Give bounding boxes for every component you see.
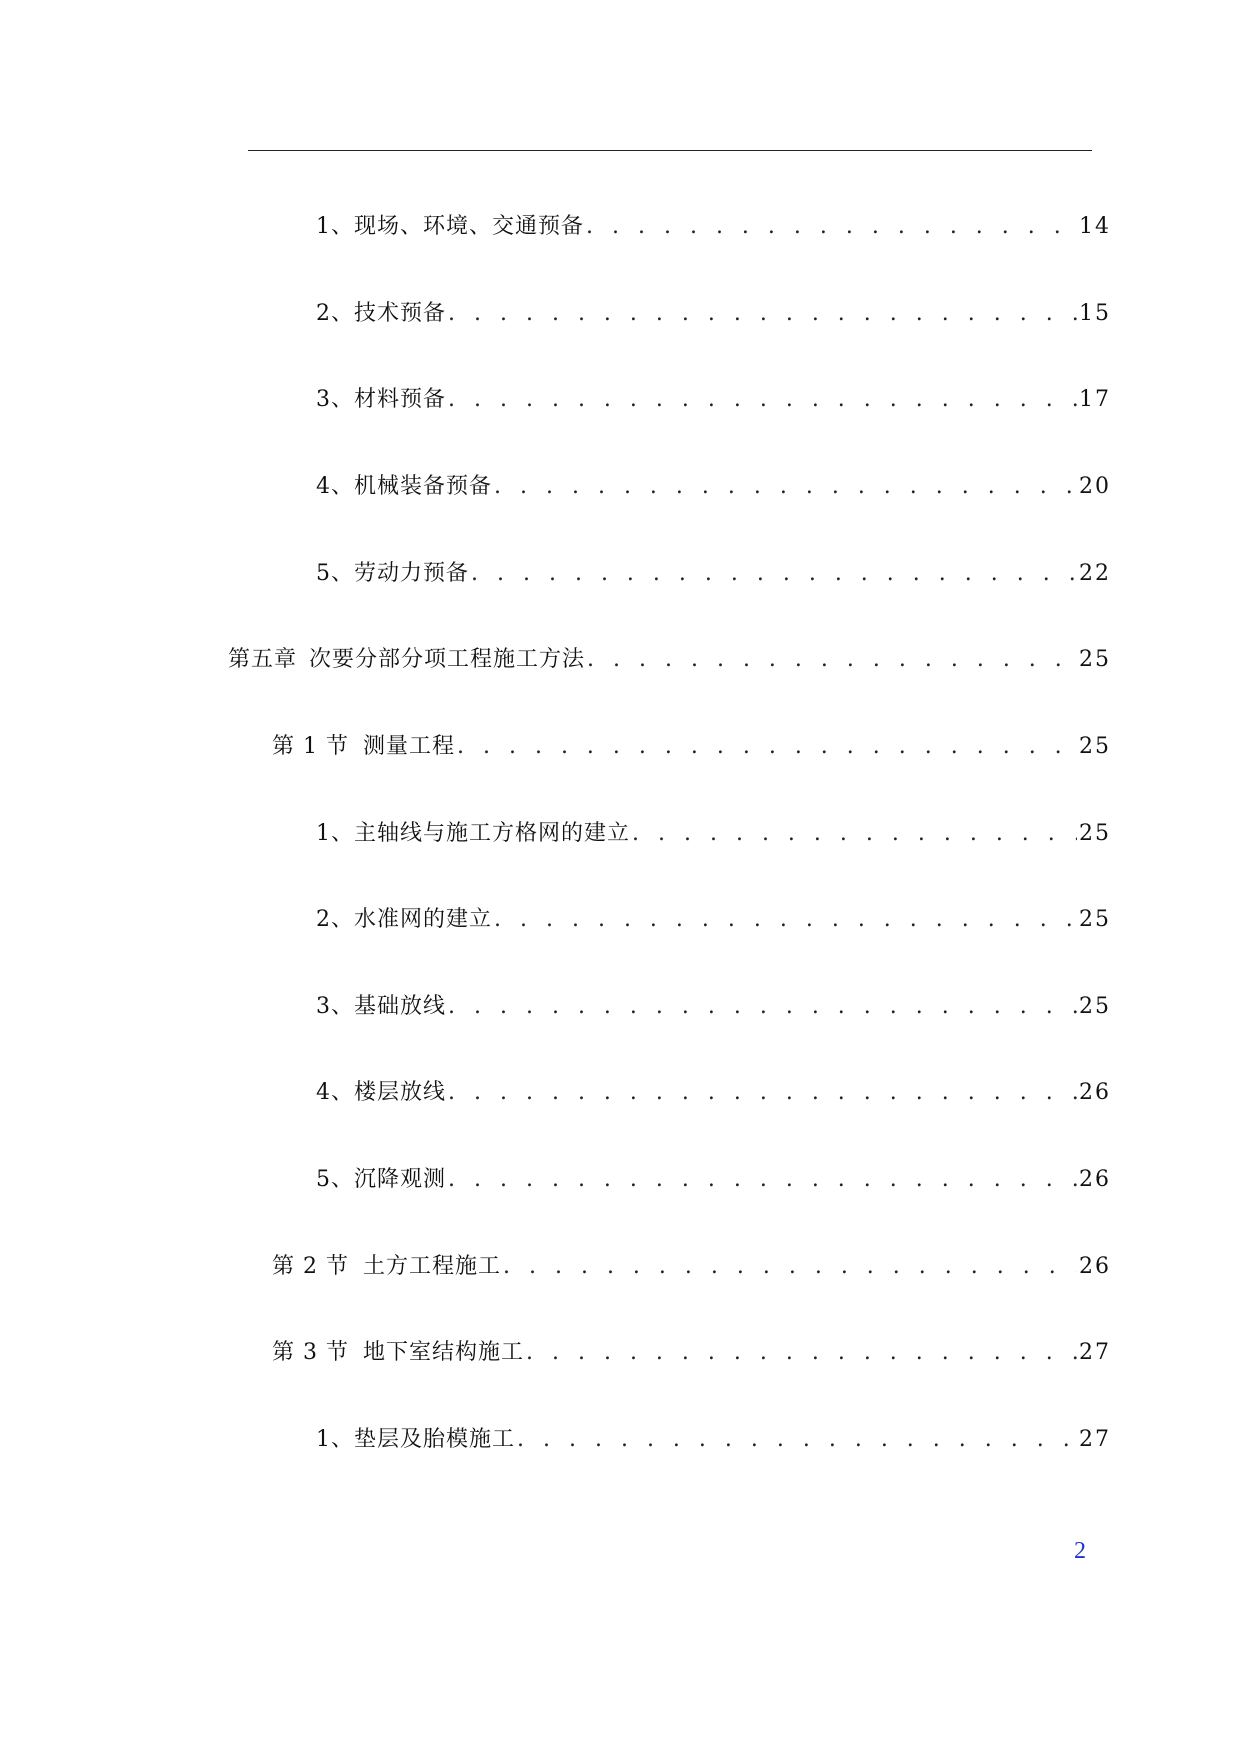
toc-entry-number: 1、 [316, 1427, 354, 1452]
toc-entry[interactable] [316, 1068, 1111, 1108]
toc-entry-label: 地下室结构施工 [362, 1340, 524, 1365]
toc-entry-label: 土方工程施工 [362, 1254, 501, 1279]
toc-entry-page: 20 [1079, 474, 1111, 499]
toc-entry-label: 水准网的建立 [354, 907, 493, 932]
toc-entry-page: 26 [1079, 1080, 1111, 1105]
dot-leader [448, 1165, 1077, 1195]
toc-entry-label: 基础放线 [354, 994, 447, 1019]
toc-entry-page: 25 [1079, 994, 1111, 1019]
dot-leader [517, 1425, 1077, 1455]
page-number: 2 [1074, 1538, 1086, 1564]
dot-leader [526, 1338, 1077, 1368]
toc-entry[interactable] [316, 549, 1111, 589]
toc-entry[interactable] [316, 1155, 1111, 1195]
toc-entry-page: 17 [1079, 387, 1111, 412]
dot-leader [494, 472, 1077, 502]
toc-entry-page: 27 [1079, 1340, 1111, 1365]
toc-entry[interactable] [316, 982, 1111, 1022]
toc-entry-number: 第五章 [228, 647, 298, 672]
toc-entry-number: 第 1 节 [272, 734, 349, 759]
toc-entry-label: 劳动力预备 [354, 561, 470, 586]
dot-leader [471, 559, 1077, 589]
toc-entry-page: 25 [1079, 821, 1111, 846]
dot-leader [448, 1078, 1077, 1108]
toc-entry[interactable] [316, 202, 1111, 242]
toc-entry-page: 22 [1079, 561, 1111, 586]
toc-entry-section[interactable] [272, 1242, 1111, 1282]
toc-entry-number: 第 2 节 [272, 1254, 349, 1279]
toc-entry-label: 次要分部分项工程施工方法 [309, 647, 586, 672]
dot-leader [494, 905, 1077, 935]
dot-leader [586, 212, 1077, 242]
toc-entry-number: 3、 [316, 994, 354, 1019]
toc-entry-label: 机械装备预备 [354, 474, 493, 499]
toc-entry[interactable] [316, 462, 1111, 502]
toc-entry-number: 5、 [316, 561, 354, 586]
dot-leader [448, 385, 1077, 415]
toc-entry-number: 4、 [316, 1080, 354, 1105]
dot-leader [632, 819, 1077, 849]
toc-entry-label: 主轴线与施工方格网的建立 [354, 821, 631, 846]
toc-entry-number: 1、 [316, 214, 354, 239]
toc-entry-label: 现场、环境、交通预备 [354, 214, 585, 239]
toc-entry-chapter[interactable] [228, 635, 1111, 675]
toc-entry-section[interactable] [272, 722, 1111, 762]
toc-entry[interactable] [316, 375, 1111, 415]
toc-entry-page: 27 [1079, 1427, 1111, 1452]
toc-entry-page: 14 [1079, 214, 1111, 239]
toc-entry-number: 4、 [316, 474, 354, 499]
toc-entry-number: 2、 [316, 301, 354, 326]
toc-entry-page: 15 [1079, 301, 1111, 326]
toc-entry-section[interactable] [272, 1328, 1111, 1368]
toc-entry[interactable] [316, 895, 1111, 935]
toc-entry[interactable] [316, 809, 1111, 849]
dot-leader [503, 1252, 1077, 1282]
toc-entry-number: 5、 [316, 1167, 354, 1192]
toc-entry[interactable] [316, 1415, 1111, 1455]
dot-leader [448, 992, 1077, 1022]
dot-leader [448, 299, 1077, 329]
toc-entry-page: 26 [1079, 1167, 1111, 1192]
dot-leader [457, 732, 1077, 762]
toc-entry-label: 垫层及胎模施工 [354, 1427, 516, 1452]
toc-entry-label: 沉降观测 [354, 1167, 447, 1192]
toc-entry[interactable] [316, 289, 1111, 329]
toc-entry-page: 25 [1079, 647, 1111, 672]
toc-entry-number: 1、 [316, 821, 354, 846]
dot-leader [587, 645, 1077, 675]
toc-entry-number: 第 3 节 [272, 1340, 349, 1365]
toc-entry-page: 25 [1079, 907, 1111, 932]
toc-entry-page: 26 [1079, 1254, 1111, 1279]
toc-entry-label: 技术预备 [354, 301, 447, 326]
toc-entry-label: 材料预备 [354, 387, 447, 412]
toc-entry-page: 25 [1079, 734, 1111, 759]
toc-entry-label: 测量工程 [362, 734, 455, 759]
toc-entry-number: 2、 [316, 907, 354, 932]
toc-entry-label: 楼层放线 [354, 1080, 447, 1105]
toc-entry-number: 3、 [316, 387, 354, 412]
